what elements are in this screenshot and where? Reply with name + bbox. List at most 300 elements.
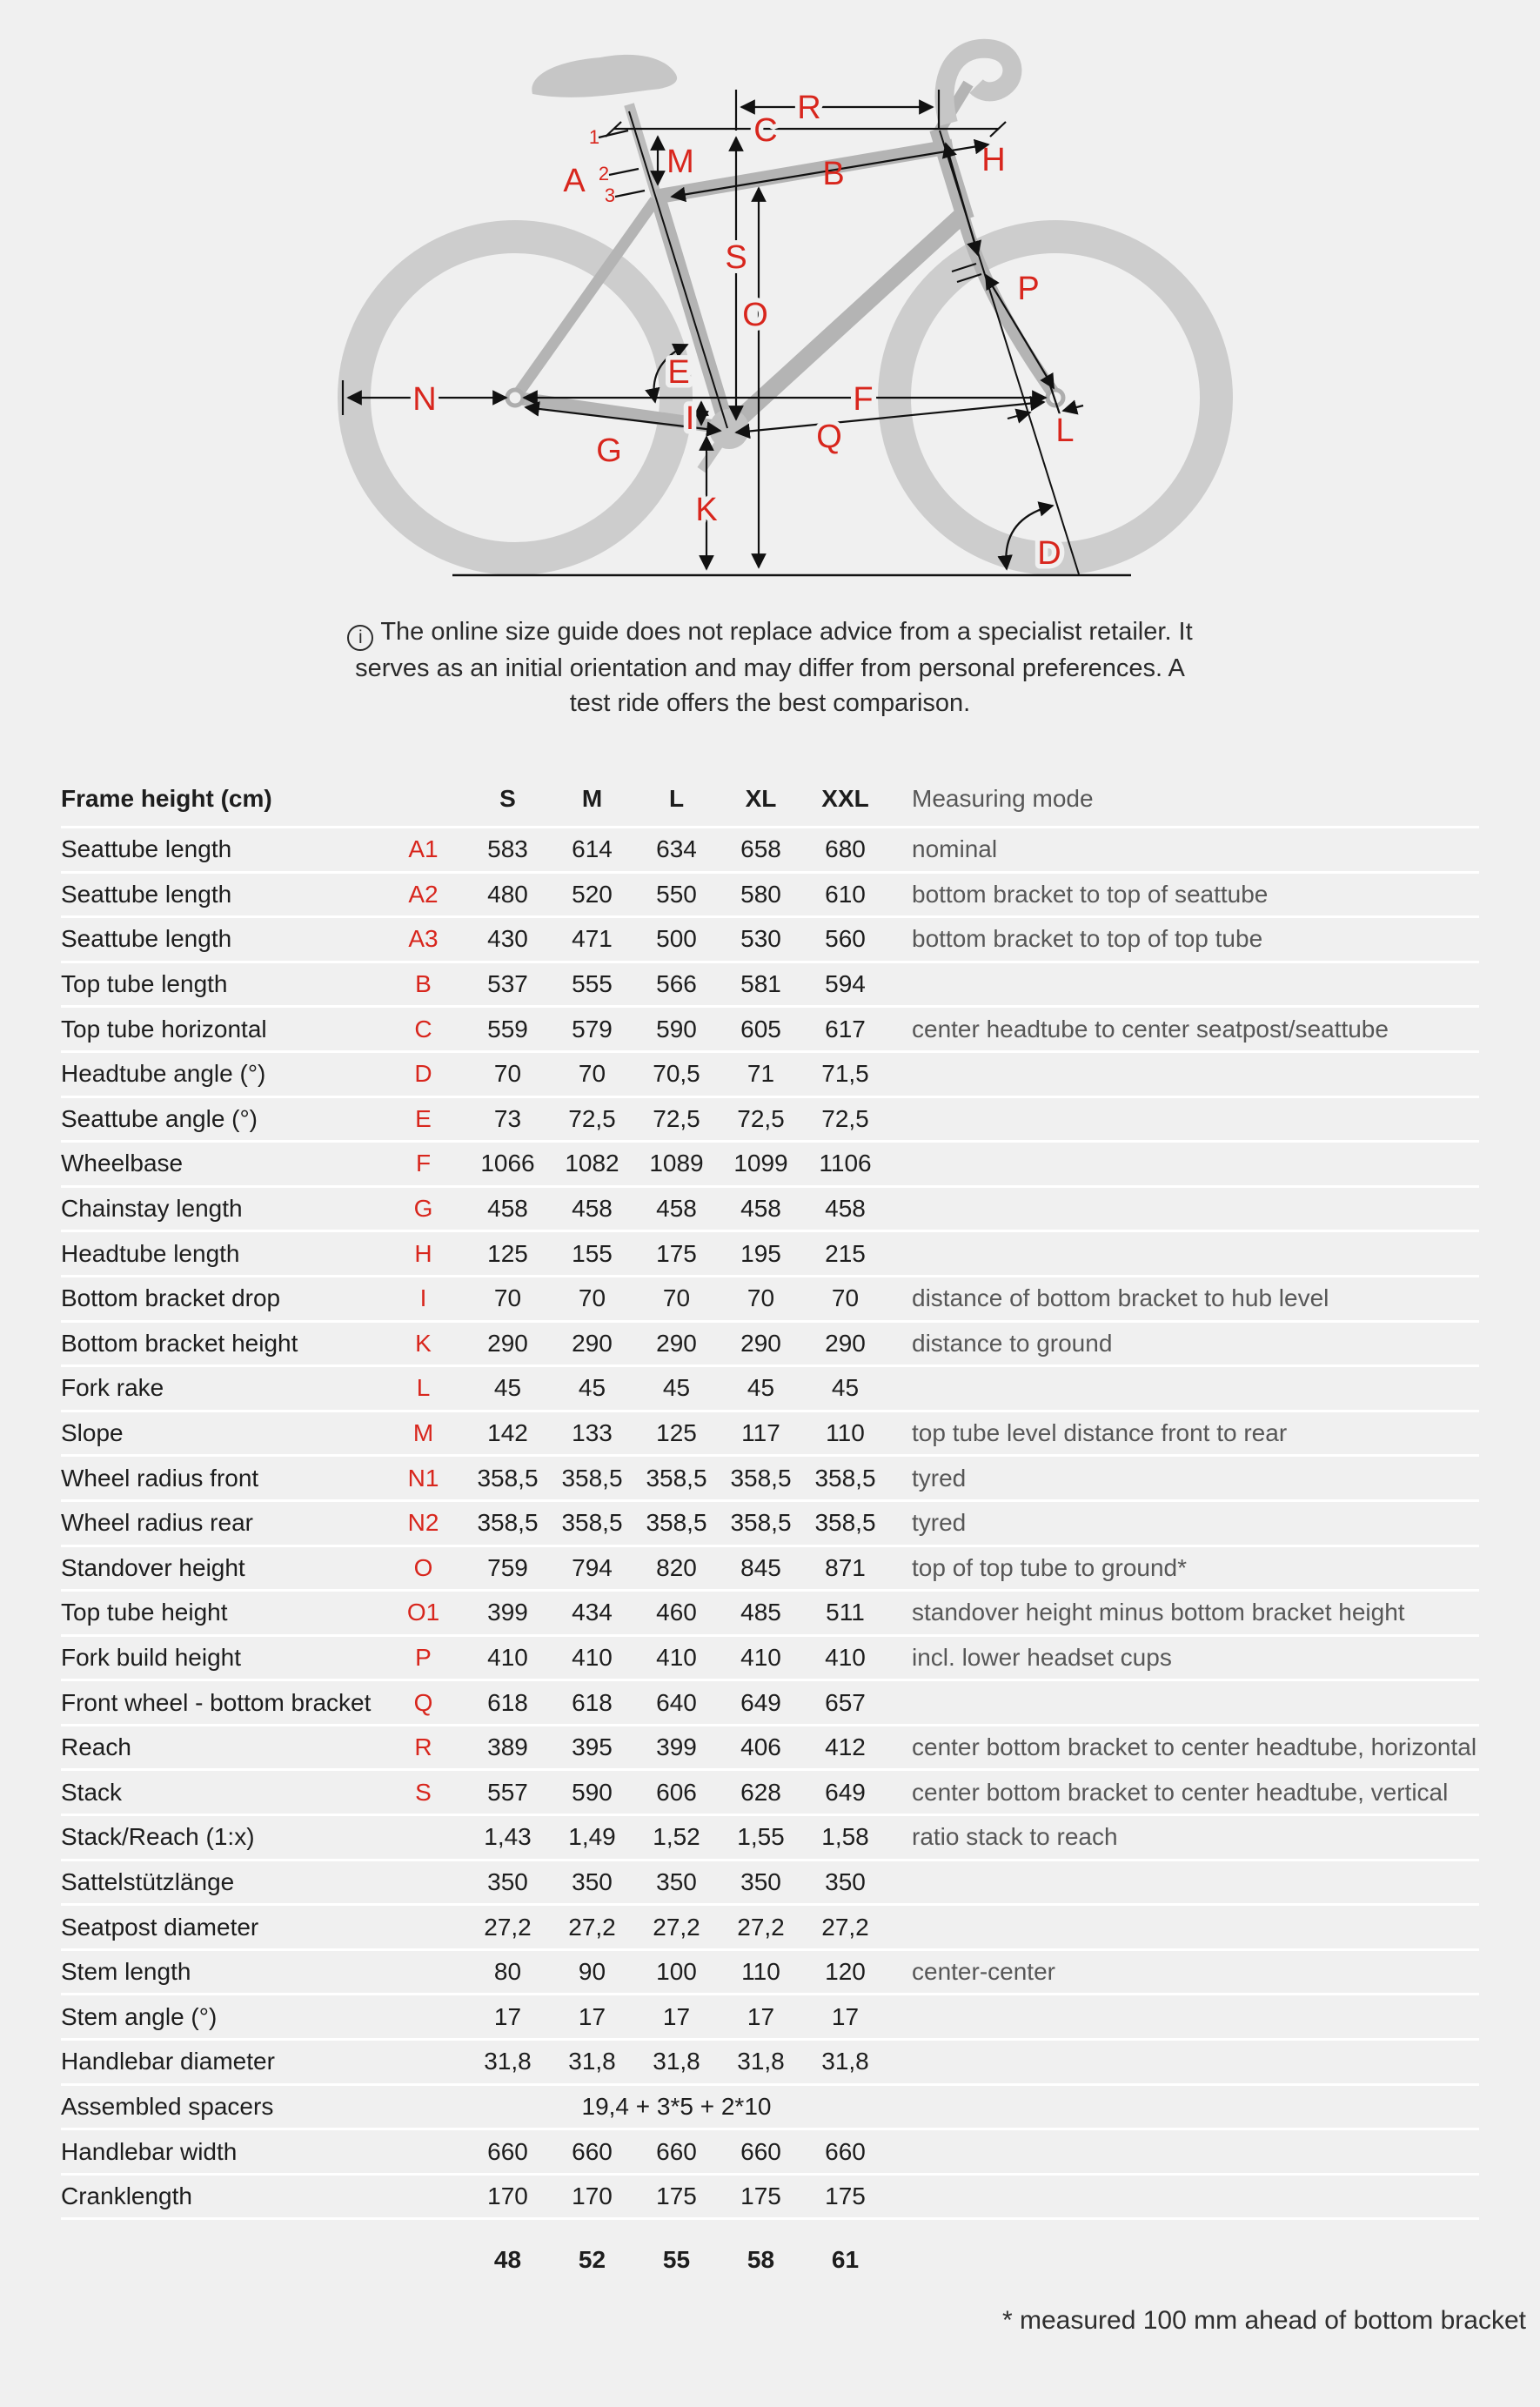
row-value-m: 155 <box>572 1239 613 1267</box>
row-value-xl: 358,5 <box>730 1509 792 1537</box>
row-value-l: 606 <box>656 1778 697 1806</box>
row-value-s: 358,5 <box>477 1509 539 1537</box>
diagram-label-3: 3 <box>604 184 616 206</box>
row-value-s: 350 <box>487 1867 528 1895</box>
row-letter: Q <box>413 1688 433 1716</box>
row-value-xxl: 31,8 <box>821 2048 869 2075</box>
row-label: Seattube angle (°) <box>61 1104 258 1132</box>
size-cm-xxl: 61 <box>831 2246 860 2274</box>
row-value-l: 290 <box>656 1329 697 1357</box>
row-value-xl: 1099 <box>733 1150 788 1177</box>
row-label: Seattube length <box>61 925 232 953</box>
diagram-label-A: A <box>563 163 586 199</box>
row-value-s: 559 <box>487 1015 528 1043</box>
row-value-s: 70 <box>493 1060 522 1088</box>
row-label: Fork rake <box>61 1374 164 1402</box>
row-label: Wheel radius rear <box>61 1509 253 1537</box>
row-value-s: 537 <box>487 970 528 998</box>
row-measuring-mode: incl. lower headset cups <box>912 1643 1172 1671</box>
table-body <box>61 828 1479 2220</box>
row-value-xl: 290 <box>740 1329 781 1357</box>
diagram-label-2: 2 <box>598 163 610 184</box>
diagram-label-F: F <box>853 381 874 418</box>
row-letter: A1 <box>408 835 439 863</box>
row-value-m: 170 <box>572 2182 613 2210</box>
diagram-label-I: I <box>685 400 695 437</box>
row-value-xl: 31,8 <box>737 2048 785 2075</box>
row-value-xl: 27,2 <box>737 1913 785 1941</box>
frame <box>507 129 1063 470</box>
row-value-xxl: 17 <box>831 2002 860 2030</box>
row-value-xl: 72,5 <box>737 1104 785 1132</box>
row-value-xl: 605 <box>740 1015 781 1043</box>
row-value-s: 399 <box>487 1599 528 1626</box>
bike-diagram-svg <box>0 0 1540 609</box>
row-label: Bottom bracket drop <box>61 1284 281 1312</box>
row-value-l: 358,5 <box>646 1464 707 1492</box>
table-row <box>61 1008 1479 1053</box>
row-value-m: 1,49 <box>568 1823 616 1851</box>
row-letter: M <box>412 1419 434 1447</box>
row-value-xl: 530 <box>740 925 781 953</box>
table-row <box>61 1592 1479 1637</box>
row-value-s: 45 <box>493 1374 522 1402</box>
diagram-label-B: B <box>822 156 845 192</box>
row-value-l: 500 <box>656 925 697 953</box>
row-letter: A3 <box>408 925 439 953</box>
row-value-xxl: 412 <box>825 1733 866 1761</box>
table-row <box>61 1547 1479 1592</box>
row-value-l: 17 <box>662 2002 691 2030</box>
bike-geometry-diagram <box>0 0 1540 609</box>
header-measuring-mode: Measuring mode <box>912 784 1094 812</box>
row-value-m: 520 <box>572 880 613 908</box>
row-label: Seattube length <box>61 835 232 863</box>
header-size-xxl: XXL <box>821 784 869 812</box>
row-value-l: 634 <box>656 835 697 863</box>
rear-hub <box>507 390 523 406</box>
dim-L-left-arrow <box>1008 412 1030 419</box>
row-value-s: 759 <box>487 1553 528 1581</box>
table-row <box>61 1951 1479 1996</box>
row-measuring-mode: center headtube to center seatpost/seattube <box>912 1015 1389 1043</box>
diagram-label-R: R <box>797 90 821 126</box>
row-value-m: 618 <box>572 1688 613 1716</box>
header-size-m: M <box>581 784 603 812</box>
row-value-xl: 628 <box>740 1778 781 1806</box>
row-value-s: 410 <box>487 1643 528 1671</box>
row-value-xxl: 358,5 <box>814 1464 876 1492</box>
row-value-xl: 660 <box>740 2137 781 2165</box>
table-row <box>61 1681 1479 1726</box>
row-letter: C <box>414 1015 432 1043</box>
table-row <box>61 1816 1479 1861</box>
row-value-m: 358,5 <box>561 1509 623 1537</box>
row-label: Chainstay length <box>61 1195 243 1223</box>
diagram-label-M: M <box>666 144 694 180</box>
row-value-xxl: 657 <box>825 1688 866 1716</box>
row-label: Handlebar width <box>61 2137 238 2165</box>
row-value-s: 290 <box>487 1329 528 1357</box>
row-measuring-mode: tyred <box>912 1509 967 1537</box>
row-value-xxl: 110 <box>826 1419 865 1447</box>
footnote: * measured 100 mm ahead of bottom bracket <box>1002 2306 1526 2336</box>
row-value-l: 350 <box>656 1867 697 1895</box>
chain-stay <box>515 398 727 428</box>
table-row <box>61 874 1479 919</box>
diagram-label-C: C <box>753 112 778 149</box>
diagram-label-O: O <box>742 297 768 333</box>
row-letter: N2 <box>407 1509 439 1537</box>
info-note-line-2: serves as an initial orientation and may differ from personal preferences. A <box>355 654 1185 682</box>
row-value-xl: 110 <box>741 1958 780 1986</box>
row-letter: K <box>415 1329 432 1357</box>
row-measuring-mode: center-center <box>912 1958 1055 1986</box>
row-value-xxl: 410 <box>825 1643 866 1671</box>
row-label: Wheel radius front <box>61 1464 259 1492</box>
row-value-s: 80 <box>493 1958 522 1986</box>
row-value-l: 175 <box>656 1239 697 1267</box>
diagram-letter-labels <box>412 90 1074 572</box>
row-value-s: 583 <box>487 835 528 863</box>
table-row <box>61 1412 1479 1458</box>
row-value-s: 17 <box>493 2002 522 2030</box>
row-spacer-value: 19,4 + 3*5 + 2*10 <box>581 2092 772 2120</box>
row-value-xxl: 617 <box>825 1015 866 1043</box>
row-value-xxl: 290 <box>825 1329 866 1357</box>
row-label: Stack/Reach (1:x) <box>61 1823 255 1851</box>
diagram-label-N: N <box>412 381 437 418</box>
row-value-l: 1,52 <box>653 1823 700 1851</box>
row-letter: A2 <box>408 880 439 908</box>
row-value-m: 350 <box>572 1867 613 1895</box>
row-value-m: 614 <box>572 835 613 863</box>
row-value-xl: 350 <box>740 1867 781 1895</box>
row-value-s: 31,8 <box>484 2048 532 2075</box>
row-value-l: 1089 <box>649 1150 704 1177</box>
row-value-xxl: 511 <box>826 1599 865 1626</box>
table-row <box>61 2086 1479 2131</box>
table-row <box>61 1637 1479 1682</box>
diagram-label-H: H <box>981 142 1006 178</box>
row-value-xxl: 680 <box>825 835 866 863</box>
row-value-xl: 658 <box>740 835 781 863</box>
table-row <box>61 1502 1479 1547</box>
row-letter: O <box>413 1553 433 1581</box>
geometry-table <box>0 771 1540 2283</box>
row-value-xxl: 70 <box>831 1284 860 1312</box>
row-letter: B <box>415 970 432 998</box>
row-value-l: 399 <box>656 1733 697 1761</box>
row-label: Reach <box>61 1733 131 1761</box>
row-value-m: 72,5 <box>568 1104 616 1132</box>
row-value-s: 125 <box>487 1239 528 1267</box>
row-letter: O1 <box>406 1599 440 1626</box>
row-value-xl: 175 <box>740 2182 781 2210</box>
row-value-xl: 17 <box>747 2002 775 2030</box>
row-letter: R <box>414 1733 432 1761</box>
row-letter: L <box>416 1374 431 1402</box>
diagram-label-G: G <box>596 432 622 469</box>
row-value-m: 290 <box>572 1329 613 1357</box>
header-size-xl: XL <box>745 784 777 812</box>
row-value-xl: 70 <box>747 1284 775 1312</box>
row-value-l: 410 <box>656 1643 697 1671</box>
row-measuring-mode: ratio stack to reach <box>912 1823 1118 1851</box>
row-value-s: 142 <box>487 1419 528 1447</box>
row-label: Headtube length <box>61 1239 240 1267</box>
row-measuring-mode: tyred <box>912 1464 967 1492</box>
row-value-s: 70 <box>493 1284 522 1312</box>
row-value-s: 480 <box>487 880 528 908</box>
row-value-xxl: 1106 <box>819 1150 872 1177</box>
row-value-xl: 406 <box>740 1733 781 1761</box>
table-row <box>61 1323 1479 1368</box>
table-row <box>61 1367 1479 1412</box>
a2-tick <box>609 169 639 175</box>
table-header-row <box>61 771 1479 828</box>
frame-sizes-row <box>61 2237 1479 2283</box>
row-value-m: 579 <box>572 1015 613 1043</box>
row-label: Seatpost diameter <box>61 1913 259 1941</box>
header-size-l: L <box>668 784 685 812</box>
row-letter: F <box>415 1150 432 1177</box>
row-value-xl: 1,55 <box>737 1823 785 1851</box>
row-value-m: 70 <box>578 1284 606 1312</box>
row-value-m: 555 <box>572 970 613 998</box>
row-value-xxl: 871 <box>825 1553 866 1581</box>
table-row <box>61 1906 1479 1951</box>
row-value-l: 458 <box>656 1195 697 1223</box>
row-measuring-mode: top tube level distance front to rear <box>912 1419 1288 1447</box>
row-value-s: 557 <box>487 1778 528 1806</box>
row-measuring-mode: center bottom bracket to center headtube, horizontal <box>912 1733 1477 1761</box>
a3-tick <box>615 191 645 197</box>
row-value-xl: 580 <box>740 880 781 908</box>
row-value-l: 460 <box>656 1599 697 1626</box>
row-label: Fork build height <box>61 1643 242 1671</box>
row-value-m: 434 <box>572 1599 613 1626</box>
row-value-m: 410 <box>572 1643 613 1671</box>
diagram-label-K: K <box>695 492 718 528</box>
diagram-label-Q: Q <box>816 419 842 455</box>
row-value-m: 590 <box>572 1778 613 1806</box>
row-value-s: 458 <box>487 1195 528 1223</box>
row-value-xl: 458 <box>740 1195 781 1223</box>
row-value-xxl: 610 <box>825 880 866 908</box>
row-value-l: 820 <box>656 1553 697 1581</box>
row-value-xl: 845 <box>740 1553 781 1581</box>
row-value-l: 72,5 <box>653 1104 700 1132</box>
row-value-xl: 410 <box>740 1643 781 1671</box>
row-value-xxl: 27,2 <box>821 1913 869 1941</box>
top-tube <box>657 146 953 197</box>
row-value-m: 17 <box>578 2002 606 2030</box>
row-label: Top tube horizontal <box>61 1015 267 1043</box>
row-letter: D <box>414 1060 432 1088</box>
saddle <box>532 55 677 97</box>
info-icon: i <box>347 625 373 651</box>
row-value-l: 640 <box>656 1688 697 1716</box>
row-value-xxl: 350 <box>825 1867 866 1895</box>
row-value-xl: 358,5 <box>730 1464 792 1492</box>
dim-L-right-arrow <box>1063 406 1083 411</box>
row-value-m: 70 <box>578 1060 606 1088</box>
row-label: Top tube length <box>61 970 228 998</box>
row-value-xxl: 649 <box>825 1778 866 1806</box>
row-letter: G <box>413 1195 433 1223</box>
row-value-l: 45 <box>662 1374 691 1402</box>
table-row <box>61 918 1479 963</box>
row-value-xl: 195 <box>740 1239 781 1267</box>
row-measuring-mode: standover height minus bottom bracket height <box>912 1599 1405 1626</box>
row-value-l: 100 <box>656 1958 697 1986</box>
row-value-m: 660 <box>572 2137 613 2165</box>
row-label: Headtube angle (°) <box>61 1060 266 1088</box>
diagram-label-P: P <box>1017 271 1040 307</box>
row-value-m: 794 <box>572 1553 613 1581</box>
row-value-m: 1082 <box>565 1150 619 1177</box>
row-value-s: 618 <box>487 1688 528 1716</box>
diagram-label-1: 1 <box>588 126 600 148</box>
table-row <box>61 1457 1479 1502</box>
row-value-l: 27,2 <box>653 1913 700 1941</box>
table-row <box>61 1861 1479 1907</box>
row-value-s: 73 <box>493 1104 522 1132</box>
row-value-l: 70,5 <box>653 1060 700 1088</box>
row-value-s: 27,2 <box>484 1913 532 1941</box>
row-label: Bottom bracket height <box>61 1329 298 1357</box>
row-value-l: 550 <box>656 880 697 908</box>
row-label: Seattube length <box>61 880 232 908</box>
header-size-s: S <box>499 784 516 812</box>
table-row <box>61 1188 1479 1233</box>
row-measuring-mode: distance to ground <box>912 1329 1113 1357</box>
diagram-label-E: E <box>667 354 690 391</box>
row-measuring-mode: top of top tube to ground* <box>912 1553 1188 1581</box>
row-value-xxl: 560 <box>825 925 866 953</box>
table-row <box>61 1053 1479 1098</box>
row-value-xxl: 71,5 <box>821 1060 869 1088</box>
row-label: Slope <box>61 1419 124 1447</box>
row-value-xl: 117 <box>741 1419 780 1447</box>
row-letter: H <box>414 1239 432 1267</box>
row-measuring-mode: bottom bracket to top of top tube <box>912 925 1263 953</box>
row-value-m: 358,5 <box>561 1464 623 1492</box>
info-note-line-3: test ride offers the best comparison. <box>569 689 971 717</box>
row-value-xl: 45 <box>747 1374 775 1402</box>
row-value-l: 175 <box>656 2182 697 2210</box>
row-value-xxl: 215 <box>825 1239 866 1267</box>
row-value-xl: 581 <box>740 970 781 998</box>
row-value-m: 27,2 <box>568 1913 616 1941</box>
row-value-l: 31,8 <box>653 2048 700 2075</box>
row-letter: P <box>415 1643 432 1671</box>
row-value-l: 358,5 <box>646 1509 707 1537</box>
table-row <box>61 963 1479 1009</box>
row-value-xxl: 45 <box>831 1374 860 1402</box>
row-measuring-mode: center bottom bracket to center headtube, vertical <box>912 1778 1449 1806</box>
row-value-xxl: 358,5 <box>814 1509 876 1537</box>
row-label: Stack <box>61 1778 123 1806</box>
row-value-xxl: 660 <box>825 2137 866 2165</box>
row-measuring-mode: nominal <box>912 835 998 863</box>
table-row <box>61 1995 1479 2041</box>
row-value-m: 458 <box>572 1195 613 1223</box>
row-value-l: 70 <box>662 1284 691 1312</box>
diagram-label-S: S <box>725 239 747 276</box>
row-value-xxl: 458 <box>825 1195 866 1223</box>
row-value-l: 590 <box>656 1015 697 1043</box>
row-label: Wheelbase <box>61 1150 184 1177</box>
row-value-m: 45 <box>578 1374 606 1402</box>
row-label: Assembled spacers <box>61 2092 274 2120</box>
row-letter: N1 <box>407 1464 439 1492</box>
row-measuring-mode: bottom bracket to top of seattube <box>912 880 1269 908</box>
row-label: Standover height <box>61 1553 245 1581</box>
diagram-label-D: D <box>1037 535 1061 572</box>
row-label: Handlebar diameter <box>61 2048 275 2075</box>
row-value-xxl: 594 <box>825 970 866 998</box>
info-note <box>0 614 1540 721</box>
table-row <box>61 828 1479 874</box>
row-label: Stem length <box>61 1958 191 1986</box>
size-cm-l: 55 <box>662 2246 691 2274</box>
row-value-s: 389 <box>487 1733 528 1761</box>
size-cm-s: 48 <box>493 2246 522 2274</box>
row-value-s: 1066 <box>480 1150 535 1177</box>
handlebar <box>945 49 1013 124</box>
row-label: Sattelstützlänge <box>61 1867 235 1895</box>
row-label: Cranklength <box>61 2182 192 2210</box>
table-row <box>61 2041 1479 2086</box>
row-value-s: 170 <box>487 2182 528 2210</box>
row-value-m: 90 <box>578 1958 606 1986</box>
row-value-xl: 71 <box>747 1060 775 1088</box>
row-value-l: 660 <box>656 2137 697 2165</box>
row-value-xxl: 72,5 <box>821 1104 869 1132</box>
row-value-xl: 485 <box>740 1599 781 1626</box>
info-note-line-1: i The online size guide does not replace advice from a specialist retailer. It <box>0 614 1540 651</box>
row-value-s: 660 <box>487 2137 528 2165</box>
table-row <box>61 1098 1479 1143</box>
row-value-m: 31,8 <box>568 2048 616 2075</box>
row-value-xxl: 175 <box>825 2182 866 2210</box>
row-value-s: 358,5 <box>477 1464 539 1492</box>
table-row <box>61 1726 1479 1772</box>
row-value-m: 133 <box>572 1419 613 1447</box>
row-letter: I <box>419 1284 427 1312</box>
row-label: Front wheel - bottom bracket <box>61 1688 372 1716</box>
table-row <box>61 1771 1479 1816</box>
table-row <box>61 1277 1479 1323</box>
row-value-xl: 649 <box>740 1688 781 1716</box>
a1-tick <box>599 131 628 137</box>
table-row <box>61 1143 1479 1188</box>
row-label: Stem angle (°) <box>61 2002 218 2030</box>
size-cm-xl: 58 <box>747 2246 775 2274</box>
row-value-s: 430 <box>487 925 528 953</box>
row-letter: S <box>415 1778 432 1806</box>
diagram-label-L: L <box>1055 412 1075 449</box>
row-value-l: 566 <box>656 970 697 998</box>
row-value-m: 471 <box>572 925 613 953</box>
row-value-xxl: 1,58 <box>821 1823 869 1851</box>
row-value-xxl: 120 <box>825 1958 866 1986</box>
table-row <box>61 1232 1479 1277</box>
row-value-l: 125 <box>656 1419 697 1447</box>
row-label: Top tube height <box>61 1599 228 1626</box>
